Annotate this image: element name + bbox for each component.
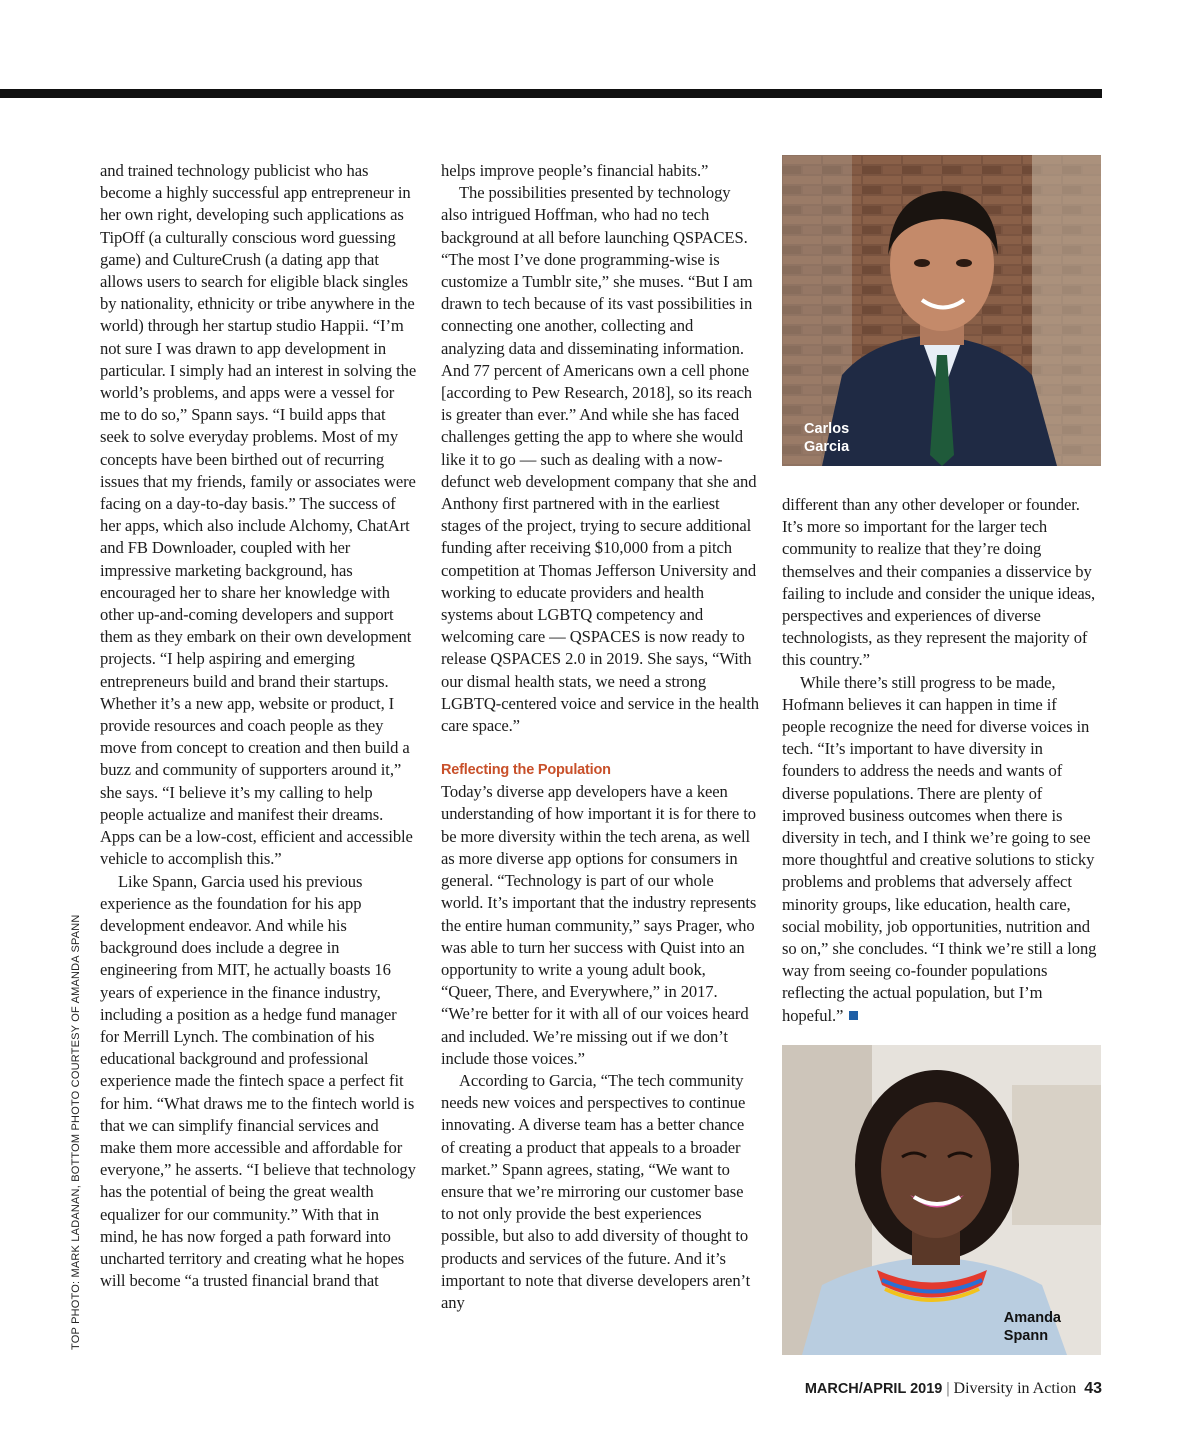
amanda-spann-photo bbox=[782, 1045, 1101, 1355]
footer-separator: | bbox=[946, 1380, 950, 1397]
paragraph: Like Spann, Garcia used his previous experience as the foundation for his app development endeavor. And while his background does include a degree in engineering from MIT, he actually boasts 16 years of experience in the finance industry, including a position as a hedge fund manager for Merrill Lynch. The combination of his educational background and professional experience made the fintech space a perfect fit for him. “What draws me to the fintech world is that we can simplify financial services and make them more accessible and affordable for everyone,” he asserts. “I believe that technology has the potential of being the great wealth equalizer for our community.” With that in mind, he has now forged a path forward into uncharted territory and creating what he hopes will become “a trusted financial brand that bbox=[100, 871, 416, 1291]
paragraph bbox=[782, 672, 1100, 1027]
caption-last-name: Garcia bbox=[804, 439, 850, 455]
column-1 bbox=[100, 160, 418, 1292]
carlos-garcia-photo bbox=[782, 155, 1101, 466]
paragraph: and trained technology publicist who has become a highly successful app entrepreneur in her own right, developing such applications as TipOff (a culturally conscious word guessing game) and CultureCrush (a dating app that allows users to search for eligible black singles by nationality, ethnicity or tribe anywhere in the world) through her startup studio Happii. “I’m not sure I was drawn to app development in particular. I simply had an interest in solving the world’s problems, and apps were a vessel for me to do so,” Spann says. “I build apps that seek to solve everyday problems. Most of my concepts have been birthed out of recurring issues that my friends, family or associates were facing on a day-to-day basis.” The success of her apps, which also include Alchomy, ChatArt and FB Downloader, coupled with her impressive marketing background, has encouraged her to share her knowledge with other up-and-coming developers and support them as they embark on their own development projects. “I help aspiring and emerging entrepreneurs build and brand their startups. Whether it’s a new app, website or product, I provide resources and coach people as they move from concept to creation and then build a buzz and community of supporters around it,” she says. “I believe it’s my calling to help people actualize and manifest their dreams. Apps can be a low-cost, efficient and accessible vehicle to accomplish this.” bbox=[100, 161, 417, 869]
caption-first-name: Amanda bbox=[1003, 1310, 1061, 1326]
top-rule bbox=[0, 89, 1102, 98]
page-number: 43 bbox=[1084, 1380, 1102, 1397]
paragraph: different than any other developer or founder. It’s more so important for the larger tech community to realize that they’re doing themselves and their companies a disservice by failing to include and consider the unique ideas, perspectives and experiences of diverse technologists, as they represent the majority of this country.” bbox=[782, 495, 1096, 670]
page-footer bbox=[805, 1380, 1102, 1398]
paragraph: Today’s diverse app developers have a keen understanding of how important it is for there to be more diversity within the tech arena, as well as more diverse app options for consumers in general. “Technology is part of our whole world. It’s important that the industry represents the entire human community,” says Prager, who was able to turn her success with Quist into an opportunity to write a young adult book, “Queer, There, and Everywhere,” in 2017. “We’re better for it with all of our voices heard and included. We’re missing out if we don’t include those voices.” bbox=[441, 782, 757, 1068]
paragraph: According to Garcia, “The tech community needs new voices and perspectives to continue innovating. A diverse team has a better chance of creating a product that appeals to a broader market.” Spann agrees, stating, “We want to ensure that we’re mirroring our customer base to not only provide the best experiences possible, but also to add diversity of thought to products and services of the future. And it’s important to note that diverse developers aren’t any bbox=[441, 1070, 751, 1312]
issue-date: MARCH/APRIL 2019 bbox=[804, 1381, 943, 1397]
caption-last-name: Spann bbox=[1003, 1328, 1049, 1344]
column-3 bbox=[782, 494, 1100, 1027]
caption-first-name: Carlos bbox=[804, 421, 850, 437]
paragraph-text: While there’s still progress to be made, Hofmann believes it can happen in time if people recognize the need for diverse voices in tech. “It’s important to have diversity in founders to address the needs and wants of diverse populations. There are plenty of improved business outcomes when there is diversity in tech, and I think we’re going to see more thoughtful and creative solutions to sticky problems and problems that adversely affect minority groups, like education, health care, social mobility, job opportunities, nutrition and so on,” she concludes. “I think we’re still a long way from seeing co-founder populations reflecting the actual population, but I’m hopeful.” bbox=[782, 672, 1097, 1025]
paragraph: helps improve people’s financial habits.” bbox=[441, 161, 709, 180]
paragraph: The possibilities presented by technology also intrigued Hoffman, who had no tech background at all before launching QSPACES. “The most I’ve done programming-wise is customize a Tumblr site,” she muses. “But I am drawn to tech because of its vast possibilities in connecting one another, collecting and analyzing data and disseminating information. And 77 percent of Americans own a cell phone [according to Pew Research, 2018], so its reach is greater than ever.” And while she has faced challenges getting the app to where she would like it to go — such as dealing with a now-defunct web development company that she and Anthony first partnered with in the earliest stages of the project, trying to secure additional funding after receiving $10,000 from a pitch competition at Thomas Jefferson University and working to educate providers and health systems about LGBTQ competency and welcoming care — QSPACES is now ready to release QSPACES 2.0 in 2019. She says, “With our dismal health stats, we need a strong LGBTQ-centered voice and service in the health care space.” bbox=[441, 183, 759, 736]
magazine-name: Diversity in Action bbox=[953, 1380, 1077, 1397]
photo-caption bbox=[1004, 1309, 1061, 1345]
column-2 bbox=[441, 160, 759, 1314]
end-mark-icon bbox=[849, 1011, 858, 1020]
photo-credit: TOP PHOTO: MARK LADANAN, BOTTOM PHOTO COURTESY OF AMANDA SPANN bbox=[70, 914, 82, 1350]
photo-caption bbox=[804, 420, 849, 456]
section-subhead: Reflecting the Population bbox=[441, 762, 611, 779]
